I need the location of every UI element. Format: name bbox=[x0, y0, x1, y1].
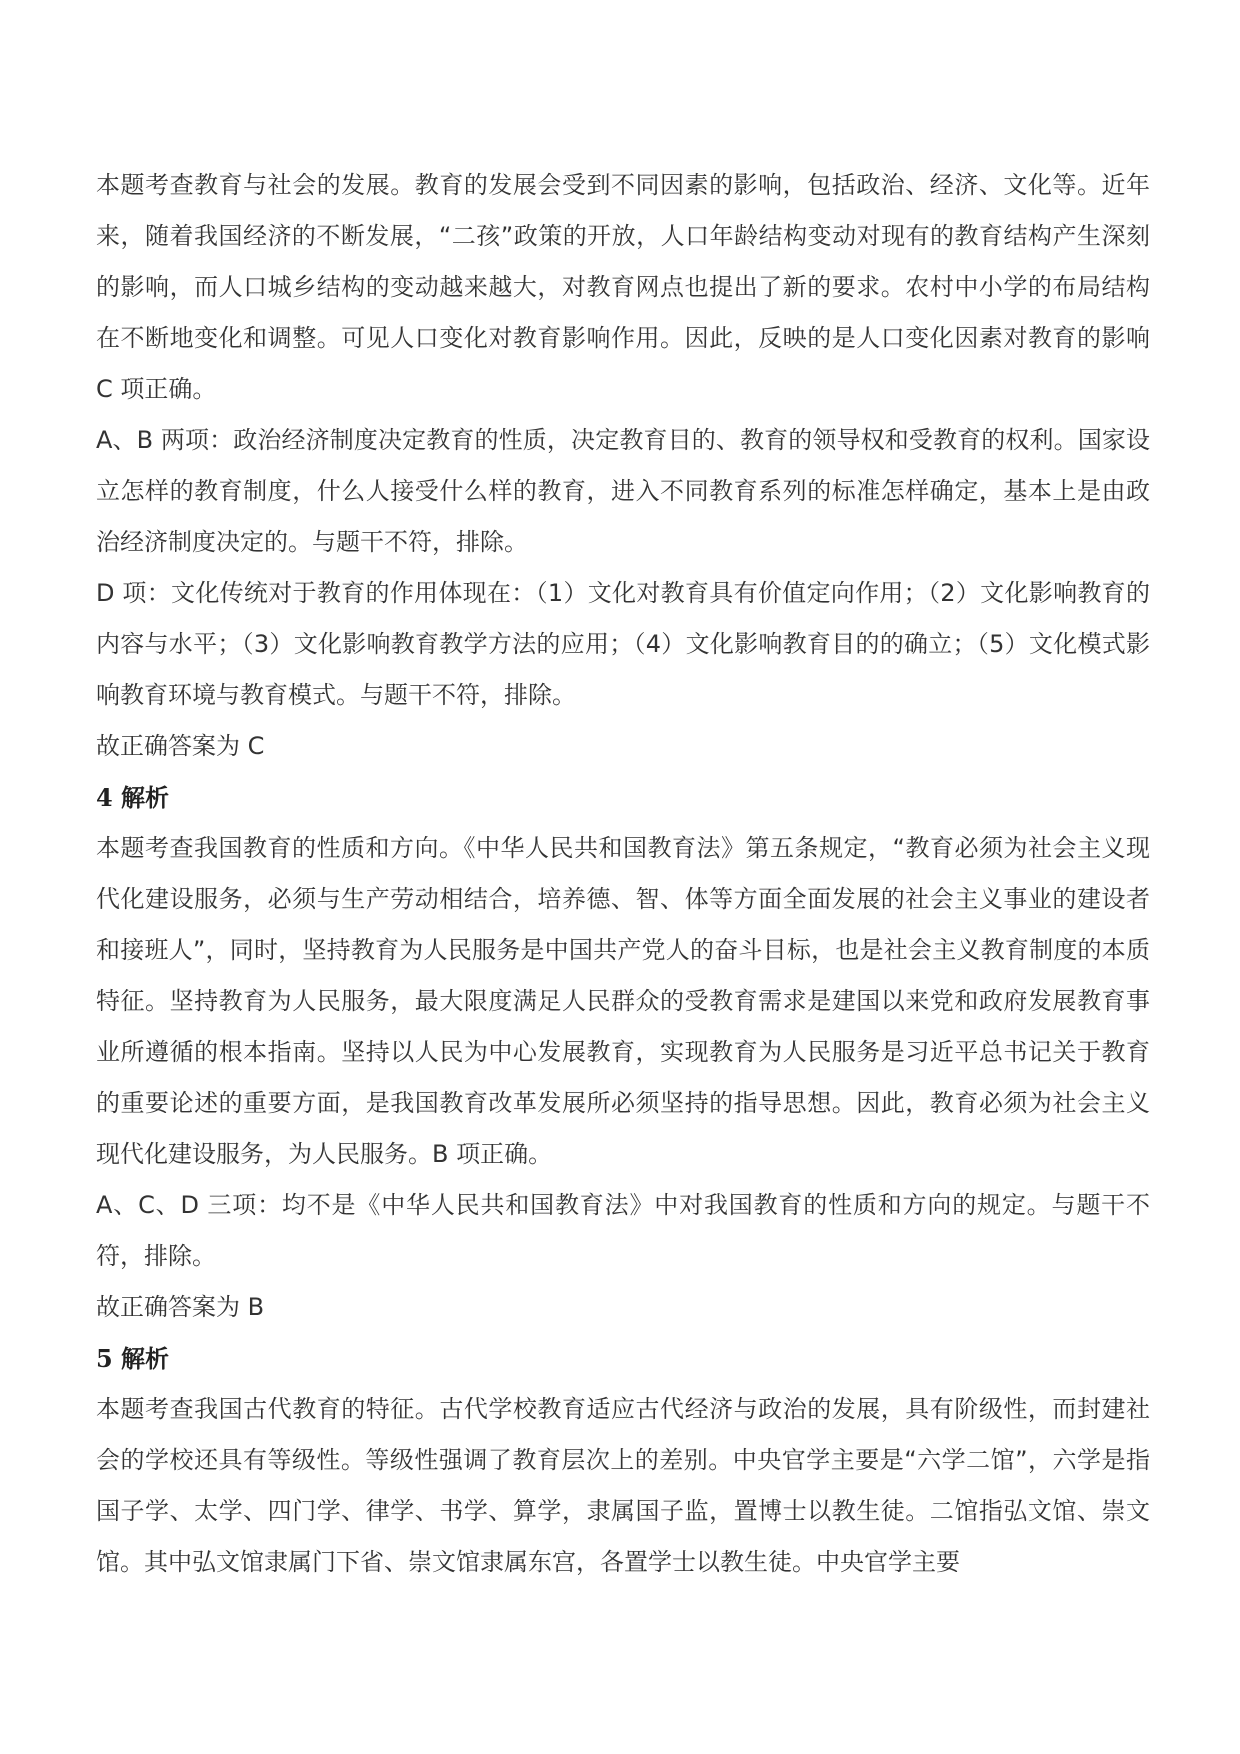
paragraph-q3-option-d: D 项：文化传统对于教育的作用体现在：（1）文化对教育具有价值定向作用；（2）文化影响教育的内容与水平；（3）文化影响教育教学方法的应用；（4）文化影响教育目的的确立；（5）文化模式影响教育环境与教育模式。与题干不符，排除。 bbox=[96, 579, 1150, 709]
heading-q5-analysis: 5 解析 bbox=[96, 1344, 170, 1373]
paragraph-q5-analysis: 本题考查我国古代教育的特征。古代学校教育适应古代经济与政治的发展，具有阶级性，而封建社会的学校还具有等级性。等级性强调了教育层次上的差别。中央官学主要是“六学二馆”，六学是指国子学、太学、四门学、律学、书学、算学，隶属国子监，置博士以教生徒。二馆指弘文馆、崇文馆。其中弘文馆隶属门下省、崇文馆隶属东宫，各置学士以教生徒。中央官学主要 bbox=[96, 1395, 1150, 1576]
paragraph-q4-option-acd: A、C、D 三项：均不是《中华人民共和国教育法》中对我国教育的性质和方向的规定。与题干不符，排除。 bbox=[96, 1191, 1150, 1270]
paragraph-q3-answer: 故正确答案为 C bbox=[96, 732, 265, 760]
heading-q4-analysis: 4 解析 bbox=[96, 783, 170, 812]
paragraph-q3-option-ab: A、B 两项：政治经济制度决定教育的性质，决定教育目的、教育的领导权和受教育的权利。国家设立怎样的教育制度，什么人接受什么样的教育，进入不同教育系列的标准怎样确定，基本上是由政治经济制度决定的。与题干不符，排除。 bbox=[96, 426, 1150, 556]
paragraph-q3-analysis: 本题考查教育与社会的发展。教育的发展会受到不同因素的影响，包括政治、经济、文化等。近年来，随着我国经济的不断发展，“二孩”政策的开放，人口年龄结构变动对现有的教育结构产生深刻的影响，而人口城乡结构的变动越来越大，对教育网点也提出了新的要求。农村中小学的布局结构在不断地变化和调整。可见人口变化对教育影响作用。因此，反映的是人口变化因素对教育的影响 C 项正确。 bbox=[96, 171, 1150, 403]
paragraph-q4-answer: 故正确答案为 B bbox=[96, 1293, 265, 1321]
paragraph-q4-analysis: 本题考查我国教育的性质和方向。《中华人民共和国教育法》第五条规定，“教育必须为社会主义现代化建设服务，必须与生产劳动相结合，培养德、智、体等方面全面发展的社会主义事业的建设者和接班人”，同时，坚持教育为人民服务是中国共产党人的奋斗目标，也是社会主义教育制度的本质特征。坚持教育为人民服务，最大限度满足人民群众的受教育需求是建国以来党和政府发展教育事业所遵循的根本指南。坚持以人民为中心发展教育，实现教育为人民服务是习近平总书记关于教育的重要论述的重要方面，是我国教育改革发展所必须坚持的指导思想。因此，教育必须为社会主义现代化建设服务，为人民服务。B 项正确。 bbox=[96, 834, 1150, 1168]
document-page bbox=[96, 160, 1150, 1588]
